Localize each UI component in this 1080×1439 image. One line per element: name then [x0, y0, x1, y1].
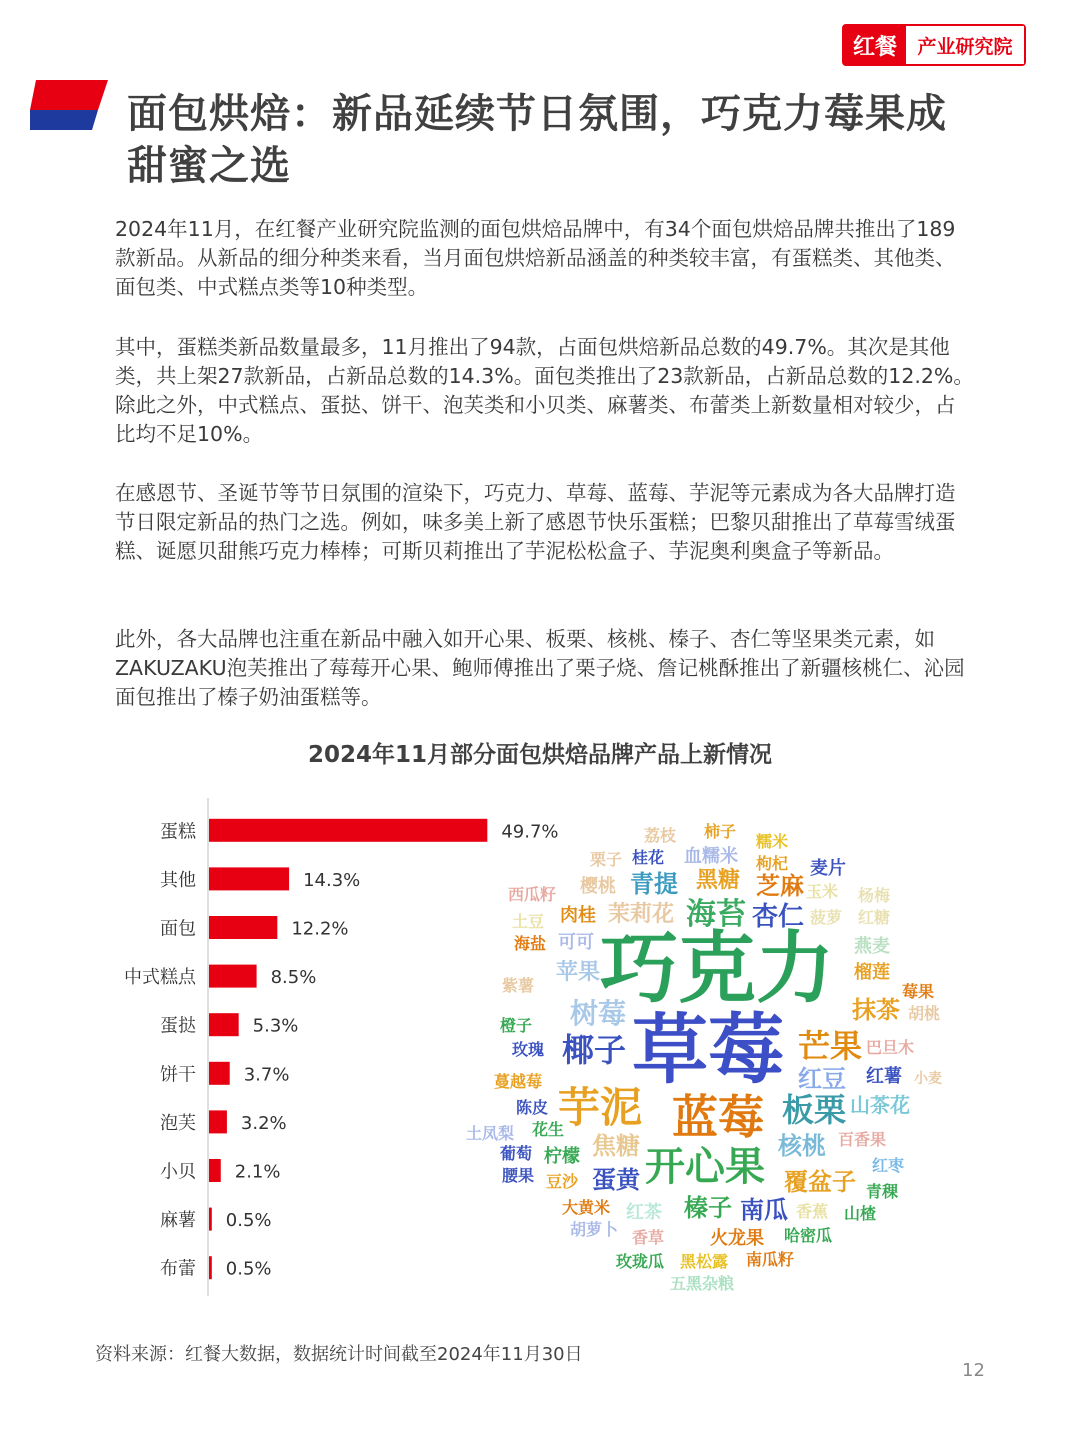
cloud-word: 板栗: [782, 1091, 847, 1129]
cloud-word: 芝麻: [756, 872, 804, 900]
bar: [209, 867, 289, 890]
cloud-word: 草莓: [632, 1005, 784, 1094]
cloud-word: 黑糖: [696, 868, 741, 893]
cloud-word: 南瓜籽: [746, 1250, 795, 1269]
cloud-word: 红豆: [798, 1065, 846, 1093]
chart-title: 2024年11月部分面包烘焙品牌产品上新情况: [307, 742, 773, 768]
cloud-word: 芋泥: [558, 1083, 643, 1132]
paragraph-4: 此外，各大品牌也注重在新品中融入如开心果、板栗、核桃、榛子、杏仁等坚果类元素，如ZAKUZAKU泡芙推出了莓莓开心果、鲍师傅推出了栗子烧、詹记桃酥推出了新疆核桃仁、沁园面包推出了榛子奶油蛋糕等。: [115, 627, 965, 709]
value-label: 14.3%: [303, 869, 361, 891]
cloud-word: 土凤梨: [466, 1124, 515, 1143]
cloud-word: 山楂: [844, 1204, 877, 1223]
value-label: 5.3%: [252, 1015, 299, 1037]
cloud-word: 青提: [630, 870, 678, 898]
category-label: 布蕾: [160, 1258, 196, 1280]
cloud-word: 香草: [632, 1228, 665, 1247]
cloud-word: 香蕉: [796, 1202, 829, 1221]
cloud-word: 青稞: [866, 1182, 899, 1201]
logo-subtitle: 产业研究院: [906, 26, 1024, 64]
bar: [209, 965, 257, 988]
cloud-word: 蓝莓: [672, 1090, 764, 1144]
cloud-word: 肉桂: [560, 905, 596, 926]
cloud-word: 覆盆子: [784, 1168, 856, 1196]
category-label: 蛋糕: [160, 821, 196, 843]
value-label: 2.1%: [234, 1161, 281, 1183]
value-label: 0.5%: [225, 1210, 272, 1232]
cloud-word: 红糖: [858, 908, 891, 927]
cloud-word: 巴旦木: [866, 1038, 915, 1057]
page-number: 12: [962, 1360, 985, 1381]
cloud-word: 杏仁: [752, 902, 805, 932]
source-note: 资料来源：红餐大数据，数据统计时间截至2024年11月30日: [95, 1344, 583, 1365]
cloud-word: 土豆: [512, 912, 545, 931]
cloud-word: 荔枝: [644, 826, 677, 845]
cloud-word: 橙子: [500, 1016, 533, 1035]
cloud-word: 芒果: [798, 1027, 863, 1065]
bar: [209, 1159, 221, 1182]
cloud-word: 腰果: [502, 1166, 535, 1185]
cloud-word: 开心果: [645, 1144, 765, 1190]
cloud-word: 柠檬: [544, 1146, 580, 1167]
category-label: 蛋挞: [160, 1015, 196, 1037]
cloud-word: 花生: [532, 1120, 565, 1139]
cloud-word: 山茶花: [850, 1093, 910, 1117]
paragraph-3: 在感恩节、圣诞节等节日氛围的渲染下，巧克力、草莓、蓝莓、芋泥等元素成为各大品牌打造节日限定新品的热门之选。例如，味多美上新了感恩节快乐蛋糕；巴黎贝甜推出了草莓雪绒蛋糕、诞愿贝甜熊巧克力棒棒；可斯贝莉推出了芋泥松松盒子、芋泥奥利奥盒子等新品。: [115, 481, 956, 563]
cloud-word: 樱桃: [580, 876, 616, 897]
category-label: 面包: [160, 918, 196, 940]
bar: [209, 1062, 230, 1085]
cloud-word: 南瓜: [740, 1196, 788, 1224]
cloud-word: 玫珑瓜: [616, 1252, 665, 1271]
cloud-word: 可可: [558, 932, 594, 953]
cloud-word: 黑松露: [680, 1252, 729, 1271]
cloud-word: 红茶: [626, 1202, 662, 1223]
cloud-word: 五黑杂粮: [670, 1274, 735, 1293]
cloud-word: 海苔: [686, 897, 746, 932]
title-marker-icon: [30, 80, 108, 132]
cloud-word: 胡桃: [908, 1004, 941, 1023]
cloud-word: 巧克力: [600, 924, 835, 1014]
value-label: 49.7%: [501, 821, 559, 843]
cloud-word: 树莓: [570, 997, 627, 1030]
cloud-word: 红薯: [866, 1066, 902, 1087]
cloud-word: 桂花: [632, 848, 665, 867]
cloud-word: 柿子: [704, 822, 737, 841]
cloud-word: 椰子: [562, 1031, 627, 1069]
paragraph-1: 2024年11月，在红餐产业研究院监测的面包烘焙品牌中，有34个面包烘焙品牌共推出了189款新品。从新品的细分种类来看，当月面包烘焙新品涵盖的种类较丰富，有蛋糕类、其他类、面包类、中式糕点类等10种类型。: [115, 217, 956, 299]
cloud-word: 抹茶: [852, 996, 900, 1024]
cloud-word: 榴莲: [854, 962, 890, 983]
value-label: 0.5%: [225, 1258, 272, 1280]
cloud-word: 茉莉花: [608, 902, 675, 927]
cloud-word: 紫薯: [502, 976, 535, 995]
category-label: 饼干: [160, 1064, 196, 1086]
cloud-word: 核桃: [778, 1132, 826, 1160]
cloud-word: 玉米: [806, 882, 839, 901]
cloud-word: 葡萄: [500, 1144, 533, 1163]
value-label: 12.2%: [291, 918, 349, 940]
bar: [209, 1208, 212, 1231]
cloud-word: 糯米: [756, 832, 789, 851]
value-label: 8.5%: [270, 967, 317, 989]
category-label: 麻薯: [160, 1210, 196, 1232]
cloud-word: 红枣: [872, 1156, 905, 1175]
cloud-word: 榛子: [684, 1194, 732, 1222]
cloud-word: 西瓜籽: [508, 885, 557, 904]
bar: [209, 1110, 227, 1133]
cloud-word: 菠萝: [810, 908, 843, 927]
logo-brand: 红餐: [844, 26, 906, 64]
cloud-word: 苹果: [556, 960, 601, 985]
cloud-word: 火龙果: [710, 1228, 764, 1249]
cloud-word: 豆沙: [546, 1172, 579, 1191]
word-cloud: [440, 812, 980, 1302]
category-label: 小贝: [160, 1161, 196, 1183]
value-label: 3.7%: [243, 1064, 290, 1086]
paragraph-2: 其中，蛋糕类新品数量最多，11月推出了94款，占面包烘焙新品总数的49.7%。其次是其他类，共上架27款新品，占新品总数的14.3%。面包类推出了23款新品，占新品总数的12.2%。除此之外，中式糕点、蛋挞、饼干、泡芙类和小贝类、麻薯类、布蕾类上新数量相对较少，占比均不足10%。: [115, 335, 974, 446]
cloud-word: 玫瑰: [512, 1040, 545, 1059]
cloud-word: 大黄米: [562, 1198, 611, 1217]
cloud-word: 麦片: [810, 858, 846, 879]
cloud-word: 燕麦: [854, 936, 890, 957]
brand-logo: [842, 24, 1026, 66]
cloud-word: 陈皮: [516, 1098, 549, 1117]
cloud-word: 栗子: [590, 850, 623, 869]
bar: [209, 916, 277, 939]
cloud-word: 哈密瓜: [784, 1226, 833, 1245]
cloud-word: 蔓越莓: [494, 1072, 543, 1091]
bar: [209, 1256, 212, 1279]
cloud-word: 百香果: [838, 1130, 887, 1149]
cloud-word: 海盐: [514, 934, 547, 953]
cloud-word: 小麦: [914, 1071, 942, 1087]
category-label: 中式糕点: [124, 967, 196, 989]
cloud-word: 杨梅: [858, 886, 891, 905]
cloud-word: 血糯米: [684, 846, 738, 867]
page-title: 面包烘焙：新品延续节日氛围，巧克力莓果成甜蜜之选: [127, 91, 947, 189]
cloud-word: 胡萝卜: [570, 1220, 619, 1239]
cloud-word: 焦糖: [592, 1132, 640, 1160]
cloud-word: 蛋黄: [592, 1166, 640, 1194]
cloud-word: 枸杞: [756, 854, 789, 873]
bar: [209, 1013, 239, 1036]
category-label: 其他: [160, 869, 196, 891]
category-label: 泡芙: [160, 1112, 196, 1134]
value-label: 3.2%: [240, 1112, 287, 1134]
cloud-word: 莓果: [902, 982, 935, 1001]
